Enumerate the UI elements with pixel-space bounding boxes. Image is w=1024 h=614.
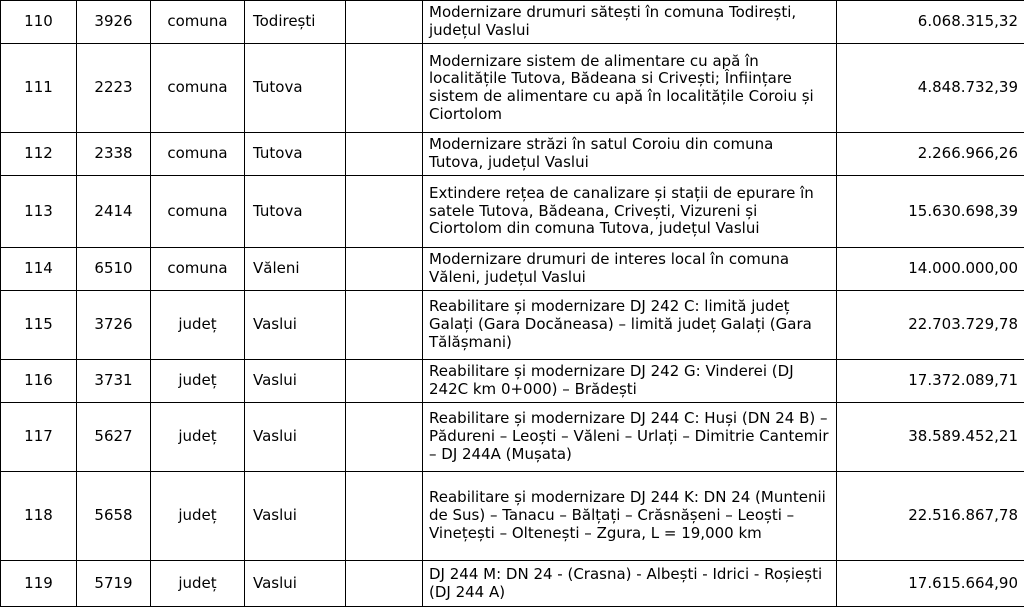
locality: Tutova bbox=[245, 44, 346, 133]
row-number: 114 bbox=[1, 248, 77, 291]
locality: Vaslui bbox=[245, 472, 346, 561]
table-row bbox=[1, 248, 1024, 291]
locality: Tutova bbox=[245, 133, 346, 176]
row-number: 115 bbox=[1, 291, 77, 360]
locality: Vaslui bbox=[245, 561, 346, 607]
blank-cell bbox=[346, 403, 423, 472]
locality: Vaslui bbox=[245, 403, 346, 472]
row-number: 119 bbox=[1, 561, 77, 607]
project-code: 2414 bbox=[77, 176, 151, 248]
project-description: Reabilitare și modernizare DJ 242 C: limită județ Galați (Gara Docăneasa) – limită județ Galați (Gara Tălășmani) bbox=[423, 291, 837, 360]
project-value: 4.848.732,39 bbox=[837, 44, 1024, 133]
table-row bbox=[1, 403, 1024, 472]
row-number: 117 bbox=[1, 403, 77, 472]
unit-type: comuna bbox=[151, 133, 245, 176]
project-code: 5627 bbox=[77, 403, 151, 472]
project-value: 6.068.315,32 bbox=[837, 1, 1024, 44]
blank-cell bbox=[346, 44, 423, 133]
locality: Văleni bbox=[245, 248, 346, 291]
blank-cell bbox=[346, 561, 423, 607]
project-value: 17.372.089,71 bbox=[837, 360, 1024, 403]
blank-cell bbox=[346, 248, 423, 291]
unit-type: comuna bbox=[151, 1, 245, 44]
project-code: 2338 bbox=[77, 133, 151, 176]
row-number: 112 bbox=[1, 133, 77, 176]
project-description: Extindere rețea de canalizare și stații de epurare în satele Tutova, Bădeana, Crivești, Vizureni și Ciortolom din comuna Tutova, județul Vaslui bbox=[423, 176, 837, 248]
project-value: 22.516.867,78 bbox=[837, 472, 1024, 561]
unit-type: județ bbox=[151, 360, 245, 403]
project-value: 38.589.452,21 bbox=[837, 403, 1024, 472]
blank-cell bbox=[346, 472, 423, 561]
project-value: 17.615.664,90 bbox=[837, 561, 1024, 607]
locality: Tutova bbox=[245, 176, 346, 248]
table-row bbox=[1, 176, 1024, 248]
table-body bbox=[1, 1, 1024, 607]
project-description: Reabilitare și modernizare DJ 244 C: Huși (DN 24 B) – Pădureni – Leoști – Văleni – Urlați – Dimitrie Cantemir – DJ 244A (Mușata) bbox=[423, 403, 837, 472]
table-row bbox=[1, 472, 1024, 561]
unit-type: comuna bbox=[151, 44, 245, 133]
project-code: 3731 bbox=[77, 360, 151, 403]
locality: Vaslui bbox=[245, 291, 346, 360]
project-description: Modernizare drumuri de interes local în comuna Văleni, județul Vaslui bbox=[423, 248, 837, 291]
project-description: DJ 244 M: DN 24 - (Crasna) - Albești - Idrici - Roșiești (DJ 244 A) bbox=[423, 561, 837, 607]
blank-cell bbox=[346, 133, 423, 176]
project-value: 2.266.966,26 bbox=[837, 133, 1024, 176]
unit-type: județ bbox=[151, 561, 245, 607]
unit-type: județ bbox=[151, 291, 245, 360]
row-number: 118 bbox=[1, 472, 77, 561]
project-description: Reabilitare și modernizare DJ 244 K: DN 24 (Muntenii de Sus) – Tanacu – Bălțați – Crăsnășeni – Leoști – Vinețești – Oltenești – Zgura, L = 19,000 km bbox=[423, 472, 837, 561]
unit-type: județ bbox=[151, 472, 245, 561]
project-code: 5658 bbox=[77, 472, 151, 561]
table-row bbox=[1, 133, 1024, 176]
unit-type: comuna bbox=[151, 176, 245, 248]
blank-cell bbox=[346, 176, 423, 248]
blank-cell bbox=[346, 1, 423, 44]
unit-type: comuna bbox=[151, 248, 245, 291]
table-row bbox=[1, 291, 1024, 360]
project-value: 22.703.729,78 bbox=[837, 291, 1024, 360]
project-value: 15.630.698,39 bbox=[837, 176, 1024, 248]
unit-type: județ bbox=[151, 403, 245, 472]
table-row bbox=[1, 360, 1024, 403]
project-description: Reabilitare și modernizare DJ 242 G: Vinderei (DJ 242C km 0+000) – Brădești bbox=[423, 360, 837, 403]
locality: Todirești bbox=[245, 1, 346, 44]
project-description: Modernizare sistem de alimentare cu apă în localitățile Tutova, Bădeana si Crivești; Înființare sistem de alimentare cu apă în localitățile Coroiu și Ciortolom bbox=[423, 44, 837, 133]
project-code: 3926 bbox=[77, 1, 151, 44]
project-code: 6510 bbox=[77, 248, 151, 291]
blank-cell bbox=[346, 360, 423, 403]
table-row bbox=[1, 1, 1024, 44]
project-description: Modernizare străzi în satul Coroiu din comuna Tutova, județul Vaslui bbox=[423, 133, 837, 176]
locality: Vaslui bbox=[245, 360, 346, 403]
row-number: 111 bbox=[1, 44, 77, 133]
project-code: 2223 bbox=[77, 44, 151, 133]
row-number: 116 bbox=[1, 360, 77, 403]
project-code: 3726 bbox=[77, 291, 151, 360]
project-value: 14.000.000,00 bbox=[837, 248, 1024, 291]
project-code: 5719 bbox=[77, 561, 151, 607]
row-number: 113 bbox=[1, 176, 77, 248]
table-row bbox=[1, 561, 1024, 607]
project-description: Modernizare drumuri sătești în comuna Todirești, județul Vaslui bbox=[423, 1, 837, 44]
blank-cell bbox=[346, 291, 423, 360]
row-number: 110 bbox=[1, 1, 77, 44]
table-row bbox=[1, 44, 1024, 133]
